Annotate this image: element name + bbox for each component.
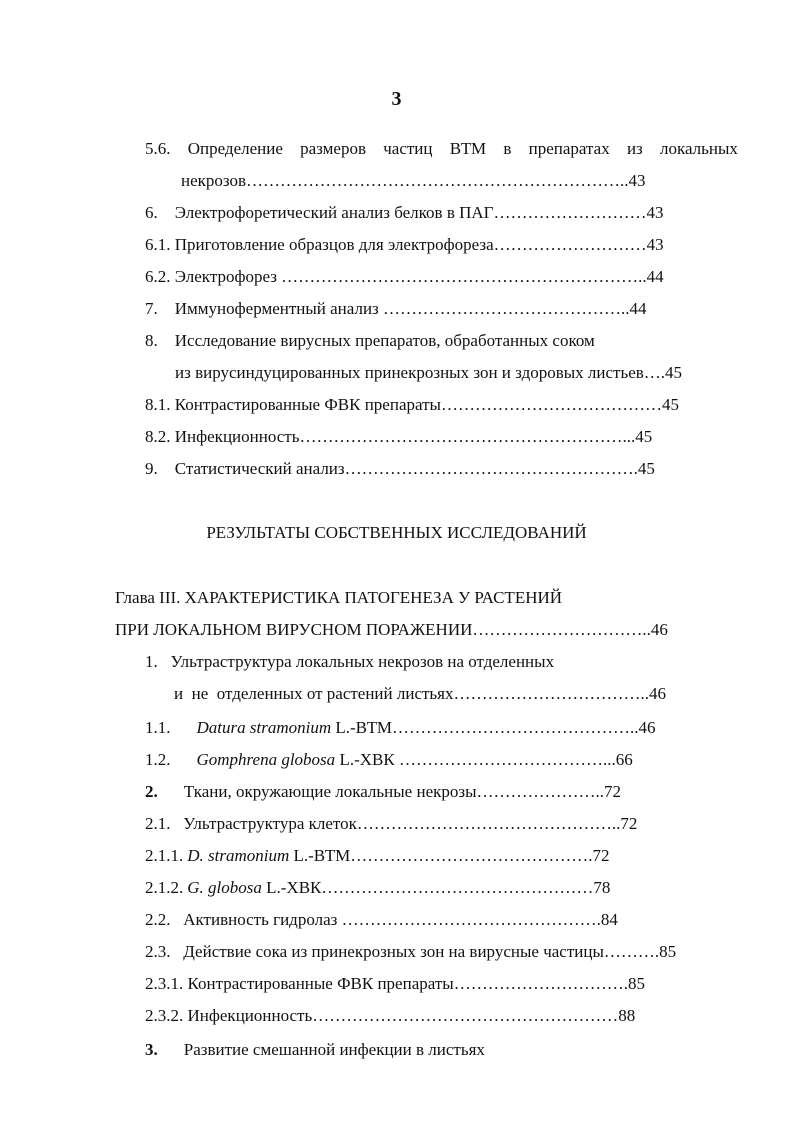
toc-entry-ch-2-1: 2.1. Ультраструктура клеток………………………………………..72	[145, 814, 638, 833]
toc-entry-ch-3: 3. Развитие смешанной инфекции в листьях	[145, 1040, 485, 1059]
toc-entry-8-2: 8.2. Инфекционность…………………………………………………...45	[145, 427, 653, 446]
toc-entry-ch-2-1-2: 2.1.2. G. globosa L.-ХВК…………………………………………78	[145, 878, 611, 897]
chapter-title-cont: ПРИ ЛОКАЛЬНОМ ВИРУСНОМ ПОРАЖЕНИИ…………………………..46	[115, 620, 668, 639]
toc-entry-ch-1-2: 1.2. Gomphrena globosa L.-ХВК ………………………………...66	[145, 750, 633, 769]
toc-entry-ch-2-3: 2.3. Действие сока из принекрозных зон на вирусные частицы……….85	[145, 942, 677, 961]
toc-number: 5.6.	[145, 139, 171, 158]
toc-entry-9: 9. Статистический анализ…………………………………………….45	[145, 459, 655, 478]
toc-entry-5-6: 5.6. Определение размеров частиц ВТМ в препаратах из локальных	[145, 139, 738, 158]
toc-entry-ch-1: 1. Ультраструктура локальных некрозов на отделенных	[145, 652, 555, 671]
toc-entry-6-1: 6.1. Приготовление образцов для электрофореза………………………43	[145, 235, 664, 254]
species-name: Datura stramonium	[196, 718, 332, 737]
toc-entry-6: 6. Электрофоретический анализ белков в ПАГ………………………43	[145, 203, 664, 222]
toc-entry-8-1: 8.1. Контрастированные ФВК препараты…………………………………45	[145, 395, 679, 414]
page-number: 3	[391, 88, 402, 110]
toc-entry-ch-2: 2. Ткани, окружающие локальные некрозы…………………..72	[145, 782, 622, 801]
toc-entry-5-6-cont: некрозов…………………………………………………………..43	[181, 171, 646, 190]
species-name: Gomphrena globosa	[196, 750, 336, 769]
toc-entry-ch-2-3-1: 2.3.1. Контрастированные ФВК препараты………………………….85	[145, 974, 645, 993]
toc-entry-ch-2-2: 2.2. Активность гидролаз ……………………………………….84	[145, 910, 618, 929]
toc-entry-ch-2-3-2: 2.3.2. Инфекционность………………………………………………88	[145, 1006, 636, 1025]
toc-entry-ch-1-cont: и не отделенных от растений листьях……………………………..46	[174, 684, 667, 703]
toc-entry-ch-2-1-1: 2.1.1. D. stramonium L.-ВТМ…………………………………….72	[145, 846, 610, 865]
toc-entry-7: 7. Иммуноферментный анализ ……………………………………..44	[145, 299, 647, 318]
toc-entry-8-cont: из вирусиндуцированных принекрозных зон и здоровых листьев….45	[175, 363, 683, 382]
toc-entry-8: 8. Исследование вирусных препаратов, обработанных соком	[145, 331, 595, 350]
toc-entry-ch-1-1: 1.1. Datura stramonium L.-ВТМ……………………………………..46	[145, 718, 656, 737]
section-title: РЕЗУЛЬТАТЫ СОБСТВЕННЫХ ИССЛЕДОВАНИЙ	[206, 523, 587, 542]
species-name: D. stramonium	[187, 846, 290, 865]
species-name: G. globosa	[187, 878, 262, 897]
toc-entry-6-2: 6.2. Электрофорез ………………………………………………………..44	[145, 267, 664, 286]
chapter-title: Глава III. ХАРАКТЕРИСТИКА ПАТОГЕНЕЗА У РАСТЕНИЙ	[115, 588, 563, 607]
